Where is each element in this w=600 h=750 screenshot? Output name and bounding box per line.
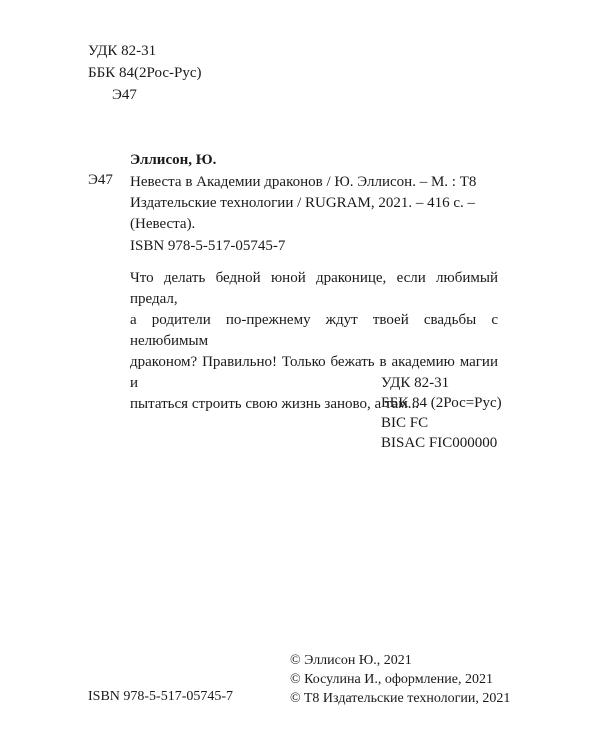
catalog-author-mark: Э47	[88, 172, 113, 188]
description-line: Невеста в Академии драконов / Ю. Эллисон. – М. : T8	[130, 174, 477, 190]
annotation-line: а родители по-прежнему ждут твоей свадьбы с нелюбимым	[130, 312, 498, 349]
bibliographic-description	[130, 172, 500, 235]
annotation-line: драконом? Правильно! Только бежать в академию магии и	[130, 354, 498, 391]
bottom-isbn: ISBN 978-5-517-05745-7	[88, 689, 234, 704]
classification-code: BIC FC	[381, 415, 429, 431]
bbk-code: ББК 84(2Рос-Рус)	[88, 65, 202, 81]
description-line: (Невеста).	[130, 216, 196, 232]
classification-code: BISAC FIC000000	[381, 435, 498, 451]
classification-codes	[381, 373, 502, 453]
catalog-isbn: ISBN 978-5-517-05745-7	[130, 238, 286, 254]
copyright-line: © Эллисон Ю., 2021	[290, 653, 412, 668]
copyright-line: © Косулина И., оформление, 2021	[290, 672, 493, 687]
classification-code: УДК 82-31	[381, 375, 450, 391]
copyright-block	[290, 651, 510, 708]
annotation-line: пытаться строить свою жизнь заново, а там...	[130, 396, 420, 412]
description-line: Издательские технологии / RUGRAM, 2021. – 416 с. –	[130, 195, 476, 211]
copyright-line: © T8 Издательские технологии, 2021	[290, 691, 511, 706]
udk-code: УДК 82-31	[88, 43, 157, 59]
classification-code: ББК 84 (2Рос=Рус)	[381, 395, 502, 411]
catalog-author: Эллисон, Ю.	[130, 152, 217, 168]
author-mark: Э47	[112, 87, 137, 103]
annotation-line: Что делать бедной юной драконице, если любимый предал,	[130, 270, 498, 307]
top-classification-codes	[88, 40, 201, 106]
